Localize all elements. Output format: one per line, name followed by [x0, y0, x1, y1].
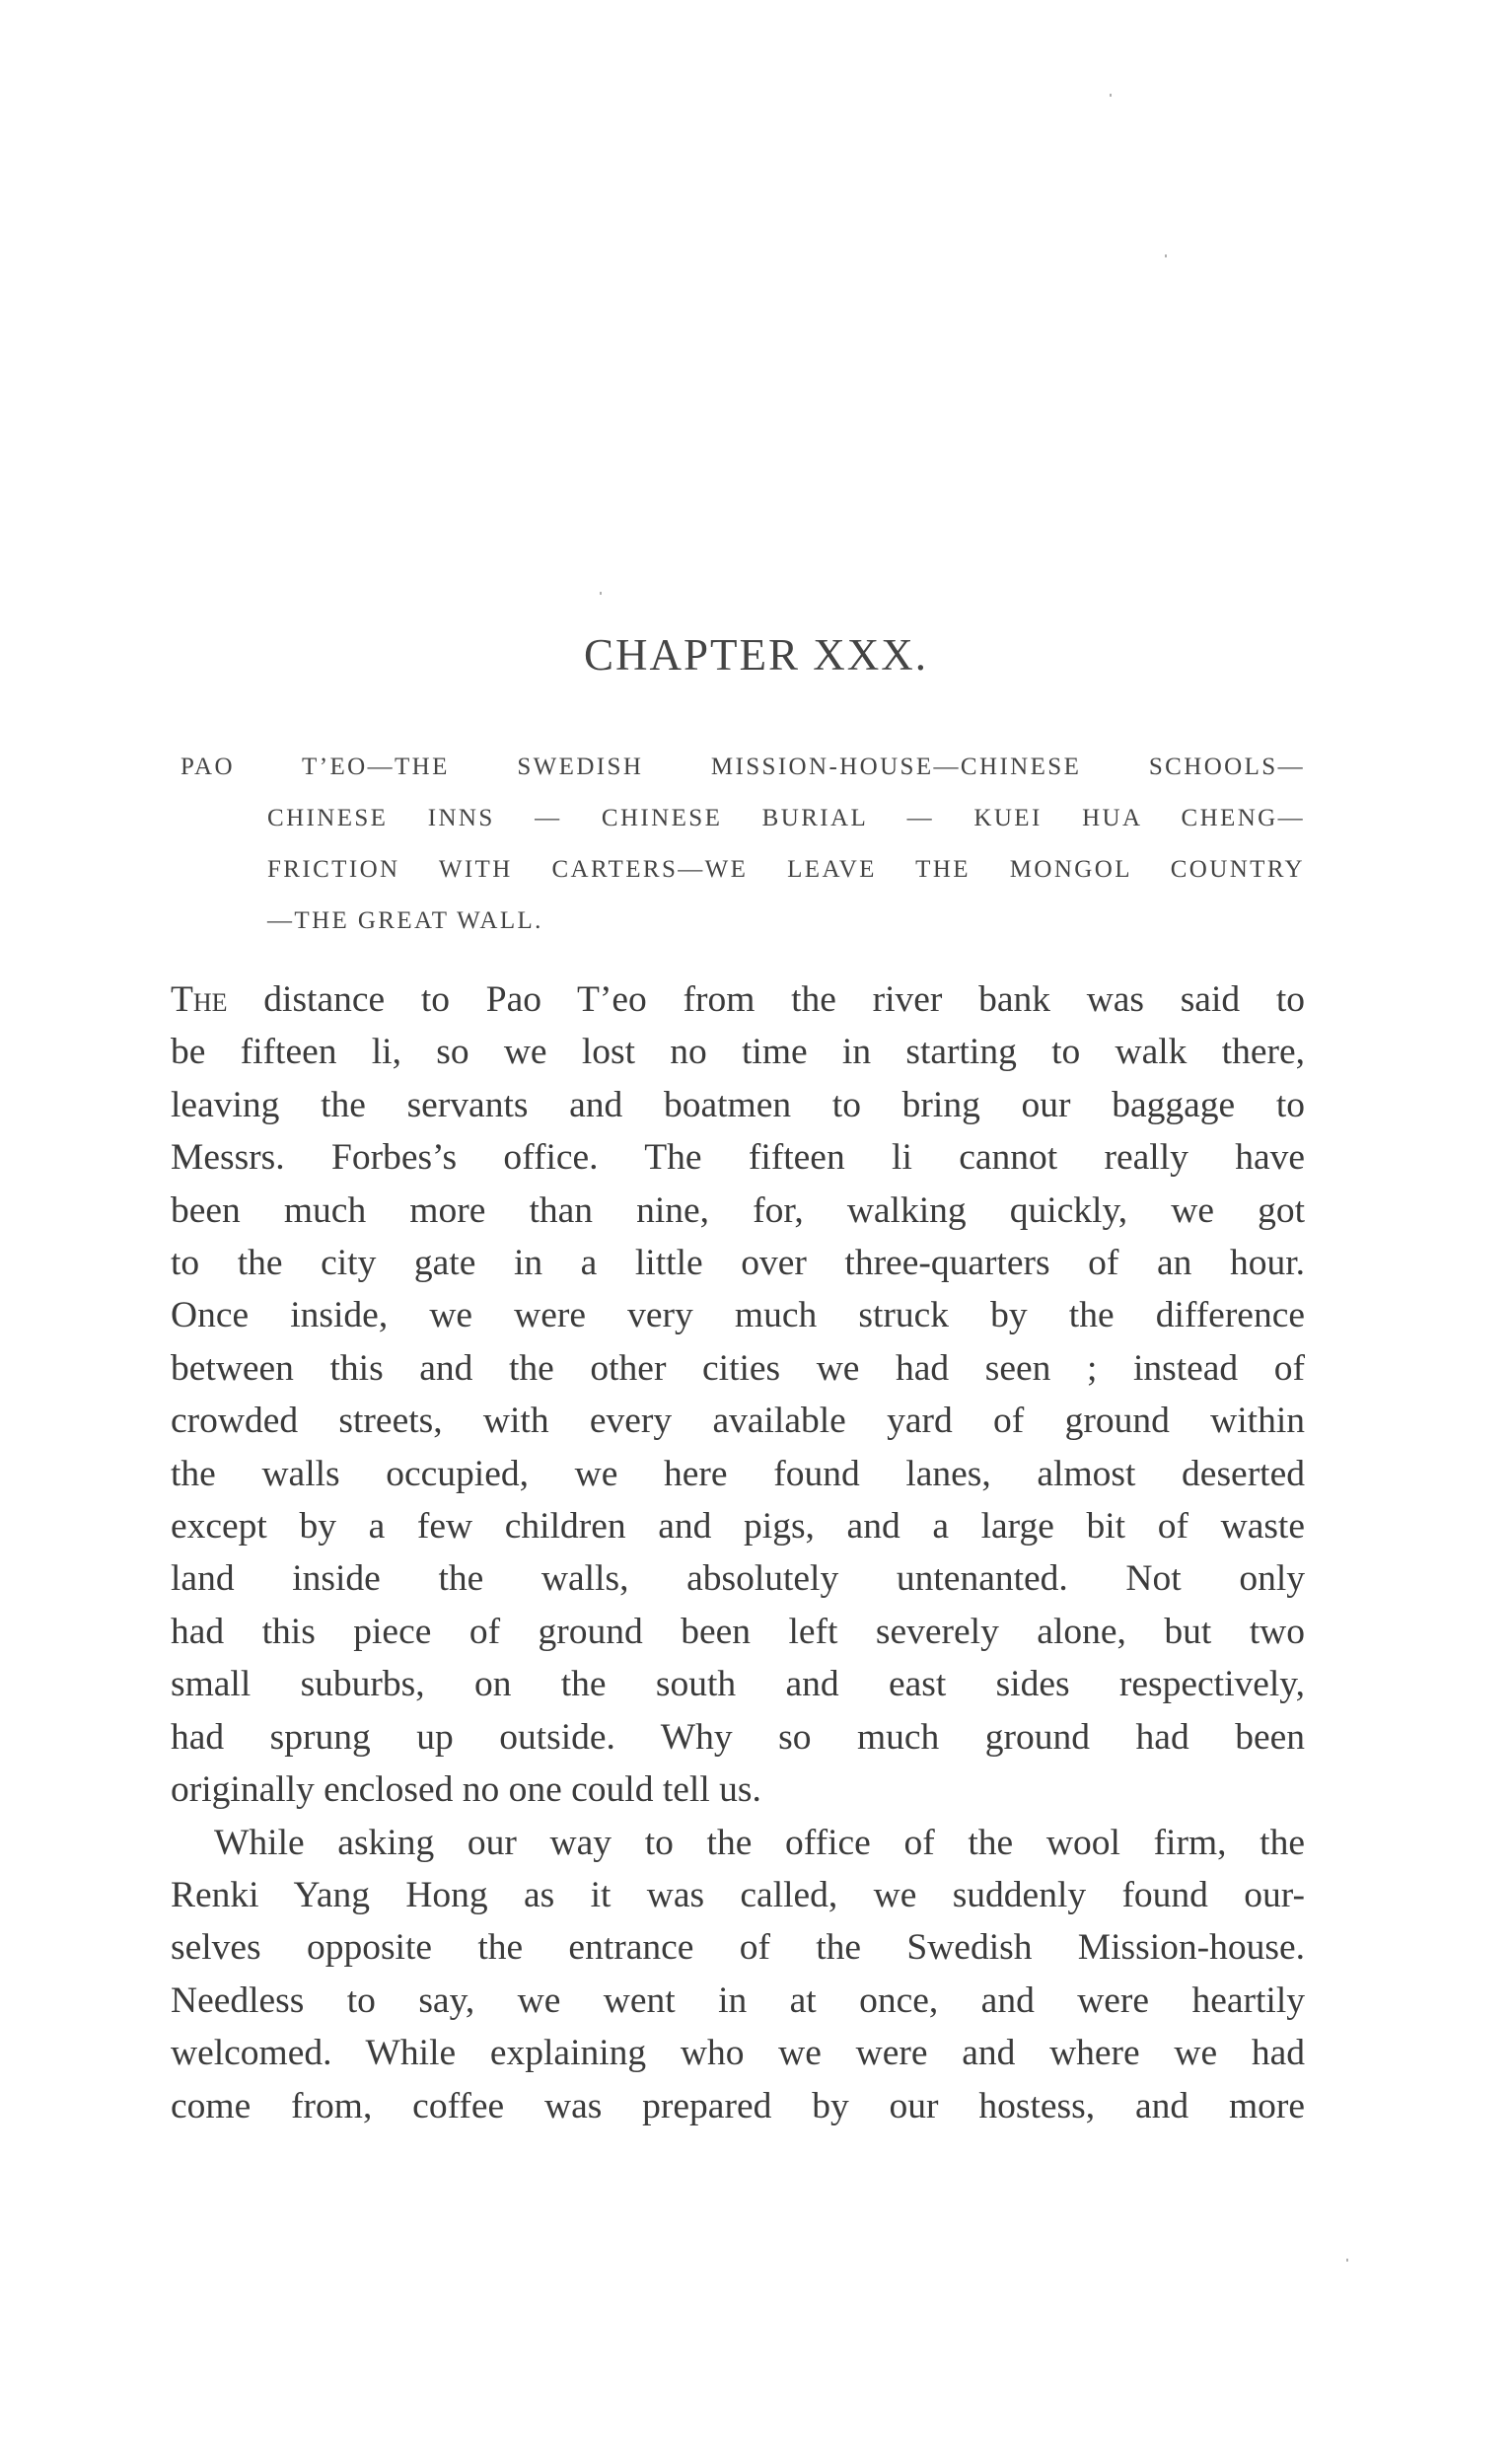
paper-speck — [600, 592, 602, 595]
synopsis-line: FRICTION WITH CARTERS—WE LEAVE THE MONGOL COUNTRY — [267, 856, 1305, 883]
paper-speck — [1165, 254, 1167, 257]
text-line: originally enclosed no one could tell us. — [171, 1769, 761, 1811]
text-line: While asking our way to the office of the wool firm, the — [214, 1822, 1305, 1863]
text-line: between this and the other cities we had seen ; instead of — [171, 1347, 1305, 1389]
text-line: Renki Yang Hong as it was called, we suddenly found our- — [171, 1874, 1305, 1915]
text-line: welcomed. While explaining who we were and where we had — [171, 2033, 1305, 2074]
paper-speck — [1346, 2259, 1348, 2262]
synopsis-line: —THE GREAT WALL. — [267, 907, 543, 934]
text-line: leaving the servants and boatmen to bring our baggage to — [171, 1084, 1305, 1125]
text-line: to the city gate in a little over three-quarters of an hour. — [171, 1243, 1305, 1284]
text-line: be fifteen li, so we lost no time in starting to walk there, — [171, 1032, 1305, 1073]
body-text — [171, 973, 1305, 2132]
text-line: crowded streets, with every available yard of ground within — [171, 1401, 1305, 1442]
text-line: small suburbs, on the south and east sides respectively, — [171, 1664, 1305, 1705]
synopsis-line: PAO T’EO—THE SWEDISH MISSION-HOUSE—CHINESE SCHOOLS— — [180, 754, 1305, 780]
text-line: land inside the walls, absolutely untenanted. Not only — [171, 1558, 1305, 1600]
text-line: had this piece of ground been left severely alone, but two — [171, 1611, 1305, 1652]
text-line: had sprung up outside. Why so much ground had been — [171, 1716, 1305, 1758]
text-line: Messrs. Forbes’s office. The fifteen li cannot really have — [171, 1137, 1305, 1179]
text-line: selves opposite the entrance of the Swedish Mission-house. — [171, 1927, 1305, 1969]
text-line: except by a few children and pigs, and a large bit of waste — [171, 1506, 1305, 1547]
text-line: come from, coffee was prepared by our hostess, and more — [171, 2085, 1305, 2126]
synopsis-line: CHINESE INNS — CHINESE BURIAL — KUEI HUA CHENG— — [267, 805, 1305, 831]
chapter-synopsis — [180, 742, 1315, 947]
text-line: been much more than nine, for, walking quickly, we got — [171, 1189, 1305, 1231]
text-line: the walls occupied, we here found lanes, almost deserted — [171, 1453, 1305, 1494]
chapter-title: CHAPTER XXX. — [583, 630, 929, 680]
text-line: The distance to Pao T’eo from the river bank was said to — [171, 979, 1305, 1020]
paper-speck — [1110, 94, 1112, 97]
drop-word: The — [171, 979, 228, 1020]
text-line: Once inside, we were very much struck by the difference — [171, 1295, 1305, 1336]
text-line: Needless to say, we went in at once, and were heartily — [171, 1979, 1305, 2021]
